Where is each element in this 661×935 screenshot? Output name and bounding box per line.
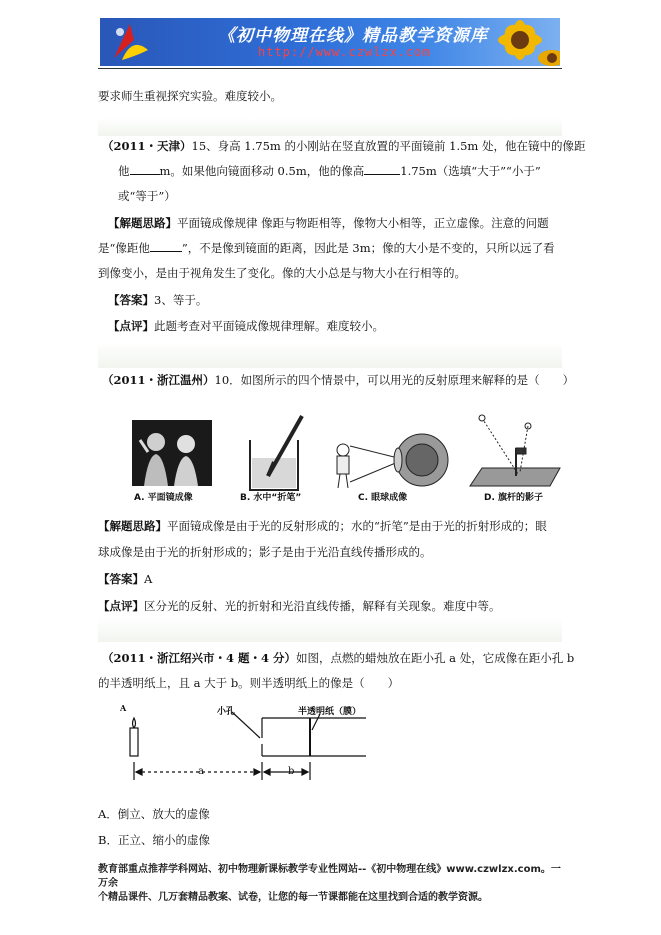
question-1-analysis-3: 到像变小，是由于视角发生了变化。像的大小总是与物大小在行相等的。 (98, 266, 466, 280)
figure-caption-c: C. 眼球成像 (358, 493, 408, 503)
answer-blank (130, 163, 160, 175)
figure-label-distance-b: b (288, 766, 295, 777)
header-banner (100, 18, 560, 66)
question-1-line1: （2011・天津）15、身高 1.75m 的小刚站在竖直放置的平面镜前 1.5m 处，他在镜中的像距 (102, 139, 586, 153)
question-1-analysis-2: 是“像距他 ”，不是像到镜面的距离，因此是 3m；像的大小是不变的，只所以远了看 (98, 241, 555, 255)
figure-label-hole: 小孔 (217, 707, 236, 717)
sunflower-icon (480, 18, 560, 66)
question-1-line2: 他 m。如果他向镜面移动 0.5m，他的像高 1.75m（选填“大于”“小于” (118, 164, 541, 178)
banner-url[interactable]: http://www.czwlzx.com (258, 45, 431, 59)
site-logo-icon (108, 20, 152, 64)
question-1-answer: 【答案】3、等于。 (108, 293, 208, 307)
banner-title: 《初中物理在线》精品教学资源库 (218, 26, 488, 46)
question-1-line3: 或“等于”） (118, 189, 176, 203)
figure-b-beaker (250, 416, 302, 490)
figure-label-a: A (120, 703, 127, 713)
question-2-analysis: 【解题思路】平面镜成像是由于光的反射形成的；水的“折笔”是由于光的折射形成的；眼 (98, 519, 547, 533)
figure-a-photo (132, 420, 212, 486)
figure-caption-a: A. 平面镜成像 (134, 493, 193, 503)
footer-line-2: 个精品课件、几万套精品教案、试卷，让您的每一节课都能在这里找到合适的教学资源。 (98, 892, 488, 903)
question-3-stem: （2011・浙江绍兴市・4 题・4 分）如图，点燃的蜡烛放在距小孔 a 处，它成像在距小孔 b (102, 651, 575, 665)
figure-c-eye (337, 434, 448, 488)
question-1-comment: 【点评】此题考查对平面镜成像规律理解。难度较小。 (108, 319, 384, 333)
question-3-stem-2: 的半透明纸上，且 a 大于 b。则半透明纸上的像是（ ） (98, 676, 400, 690)
figure-caption-b: B. 水中“折笔” (240, 493, 302, 503)
option-b: B．正立、缩小的虚像 (98, 833, 210, 847)
footer-line-1: 教育部重点推荐学科网站、初中物理新课标教学专业性网站--《初中物理在线》www.czwlzx.com。一万余 (98, 864, 561, 889)
header-divider (98, 68, 562, 69)
figure-d-flagpole (470, 415, 560, 486)
question-band (98, 618, 562, 642)
question-2-stem: （2011・浙江温州）10．如图所示的四个情景中，可以用光的反射原理来解释的是（ ） (102, 373, 575, 387)
question-band (98, 342, 562, 368)
question-1-source: （2011・天津） (102, 139, 192, 153)
question-3-source: （2011・浙江绍兴市・4 题・4 分） (102, 651, 297, 665)
question-1-analysis: 【解题思路】平面镜成像规律 像距与物距相等，像物大小相等，正立虚像。注意的问题 (108, 216, 549, 230)
question-band (98, 118, 562, 136)
prev-question-tail: 要求师生重视探究实验。难度较小。 (98, 89, 282, 103)
footer-note (98, 863, 568, 905)
option-a: A．倒立、放大的虚像 (98, 807, 210, 821)
question-2-comment: 【点评】区分光的反射、光的折射和光沿直线传播，解释有关现象。难度中等。 (98, 599, 501, 613)
figure-label-paper: 半透明纸（膜） (298, 707, 362, 717)
answer-blank (364, 163, 400, 175)
question-2-answer: 【答案】A (98, 572, 153, 586)
question-2-analysis-2: 球成像是由于光的折射形成的；影子是由于光沿直线传播形成的。 (98, 545, 432, 559)
figure-caption-d: D. 旗杆的影子 (484, 493, 544, 503)
figure-label-distance-a: a (198, 766, 204, 777)
question-2-source: （2011・浙江温州） (102, 373, 215, 387)
